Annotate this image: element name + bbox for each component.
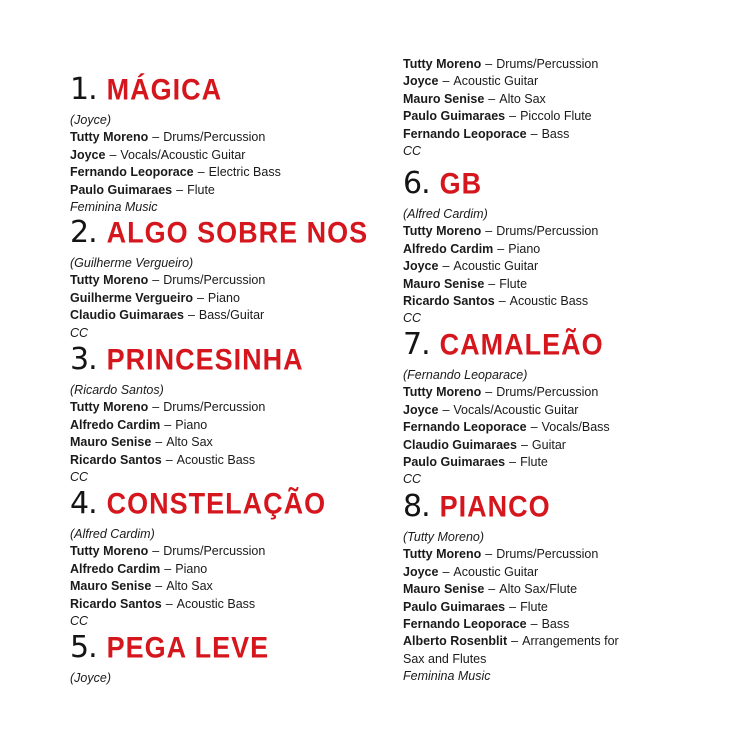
track-title: GB <box>439 167 483 201</box>
composer: (Guilherme Vergueiro) <box>70 256 194 270</box>
track-5 <box>70 630 360 687</box>
track-number: 1. <box>70 72 97 107</box>
credit-line: Tutty Moreno – Drums/Percussion <box>70 273 266 288</box>
publisher-note: CC <box>403 144 422 159</box>
track-number: 8. <box>403 489 430 524</box>
track-title: PIANCO <box>439 490 551 524</box>
track-heading <box>70 72 360 112</box>
composer: (Joyce) <box>70 671 111 685</box>
credit-line: Tutty Moreno – Drums/Percussion <box>70 544 266 559</box>
credit-line: Tutty Moreno – Drums/Percussion <box>403 57 599 71</box>
track-heading <box>70 630 360 670</box>
credit-line: Paulo Guimaraes – Flute <box>403 599 548 614</box>
track-number: 4. <box>70 486 97 521</box>
publisher-note: CC <box>70 325 89 340</box>
credit-line: Paulo Guimaraes – Flute <box>403 455 548 470</box>
track-title: PEGA LEVE <box>106 631 270 665</box>
publisher-note: CC <box>70 470 89 485</box>
credit-line: Tutty Moreno – Drums/Percussion <box>403 385 599 400</box>
credit-line: Ricardo Santos – Acoustic Bass <box>70 452 256 467</box>
track-heading <box>70 486 360 526</box>
credit-line: Mauro Senise – Flute <box>403 276 528 291</box>
credit-line: Tutty Moreno – Drums/Percussion <box>403 547 599 562</box>
publisher-note: Feminina Music <box>403 669 491 684</box>
track-5-continued <box>403 56 733 160</box>
track-number: 7. <box>403 327 430 362</box>
track-heading <box>70 215 369 255</box>
credit-line: Joyce – Vocals/Acoustic Guitar <box>403 402 579 417</box>
track-2 <box>70 215 369 342</box>
credit-line: Alfredo Cardim – Piano <box>403 241 541 256</box>
credit-line: Guilherme Vergueiro – Piano <box>70 290 240 305</box>
composer: (Fernando Leoparace) <box>403 368 528 382</box>
credit-line: Fernando Leoporace – Electric Bass <box>70 165 281 180</box>
track-title: MÁGICA <box>106 73 223 107</box>
composer: (Alfred Cardim) <box>70 527 155 541</box>
credit-line: Tutty Moreno – Drums/Percussion <box>403 224 599 239</box>
track-number: 3. <box>70 342 97 377</box>
credit-line: Alfredo Cardim – Piano <box>70 417 208 432</box>
publisher-note: Feminina Music <box>70 200 158 215</box>
publisher-note: CC <box>403 311 422 326</box>
track-heading <box>70 342 360 382</box>
track-3 <box>70 342 360 486</box>
track-title: CAMALEÃO <box>439 328 604 362</box>
composer: (Ricardo Santos) <box>70 383 164 397</box>
track-title: ALGO SOBRE NOS <box>106 216 369 250</box>
credit-line: Paulo Guimaraes – Piccolo Flute <box>403 109 592 124</box>
credit-line: Ricardo Santos – Acoustic Bass <box>70 596 256 611</box>
track-title: CONSTELAÇÃO <box>106 487 327 521</box>
track-4 <box>70 486 360 630</box>
composer: (Joyce) <box>70 113 111 127</box>
track-number: 6. <box>403 166 430 201</box>
composer: (Tutty Moreno) <box>403 530 485 544</box>
credit-line: Joyce – Acoustic Guitar <box>403 564 539 579</box>
track-heading <box>403 166 733 206</box>
credit-line: Alberto Rosenblit – Arrangements for <box>403 634 619 649</box>
credit-line: Paulo Guimaraes – Flute <box>70 182 215 197</box>
credit-line: Fernando Leoporace – Vocals/Bass <box>403 420 610 435</box>
credit-line: Claudio Guimaraes – Bass/Guitar <box>70 308 265 323</box>
credit-line: Mauro Senise – Alto Sax <box>70 579 213 594</box>
track-6 <box>403 166 733 328</box>
publisher-note: CC <box>403 472 422 487</box>
composer: (Alfred Cardim) <box>403 207 488 221</box>
credit-line: Fernando Leoporace – Bass <box>403 126 570 141</box>
track-number: 5. <box>70 630 97 665</box>
credit-line: Fernando Leoporace – Bass <box>403 617 570 632</box>
track-heading <box>403 489 733 529</box>
credit-line: Mauro Senise – Alto Sax/Flute <box>403 582 578 597</box>
credit-line: Tutty Moreno – Drums/Percussion <box>70 400 266 415</box>
credit-line: Tutty Moreno – Drums/Percussion <box>70 130 266 145</box>
credit-line: Joyce – Acoustic Guitar <box>403 259 539 274</box>
credit-continuation: Sax and Flutes <box>403 651 487 666</box>
credit-line: Claudio Guimaraes – Guitar <box>403 437 566 452</box>
track-8 <box>403 489 733 686</box>
credit-line: Mauro Senise – Alto Sax <box>70 435 213 450</box>
track-7 <box>403 327 733 489</box>
credit-line: Joyce – Acoustic Guitar <box>403 74 539 89</box>
track-heading <box>403 327 733 367</box>
credit-line: Alfredo Cardim – Piano <box>70 561 208 576</box>
track-1 <box>70 72 360 216</box>
publisher-note: CC <box>70 614 89 629</box>
credit-line: Ricardo Santos – Acoustic Bass <box>403 294 589 309</box>
track-number: 2. <box>70 215 97 250</box>
track-title: PRINCESINHA <box>106 343 304 377</box>
credit-line: Mauro Senise – Alto Sax <box>403 91 546 106</box>
credit-line: Joyce – Vocals/Acoustic Guitar <box>70 147 246 162</box>
